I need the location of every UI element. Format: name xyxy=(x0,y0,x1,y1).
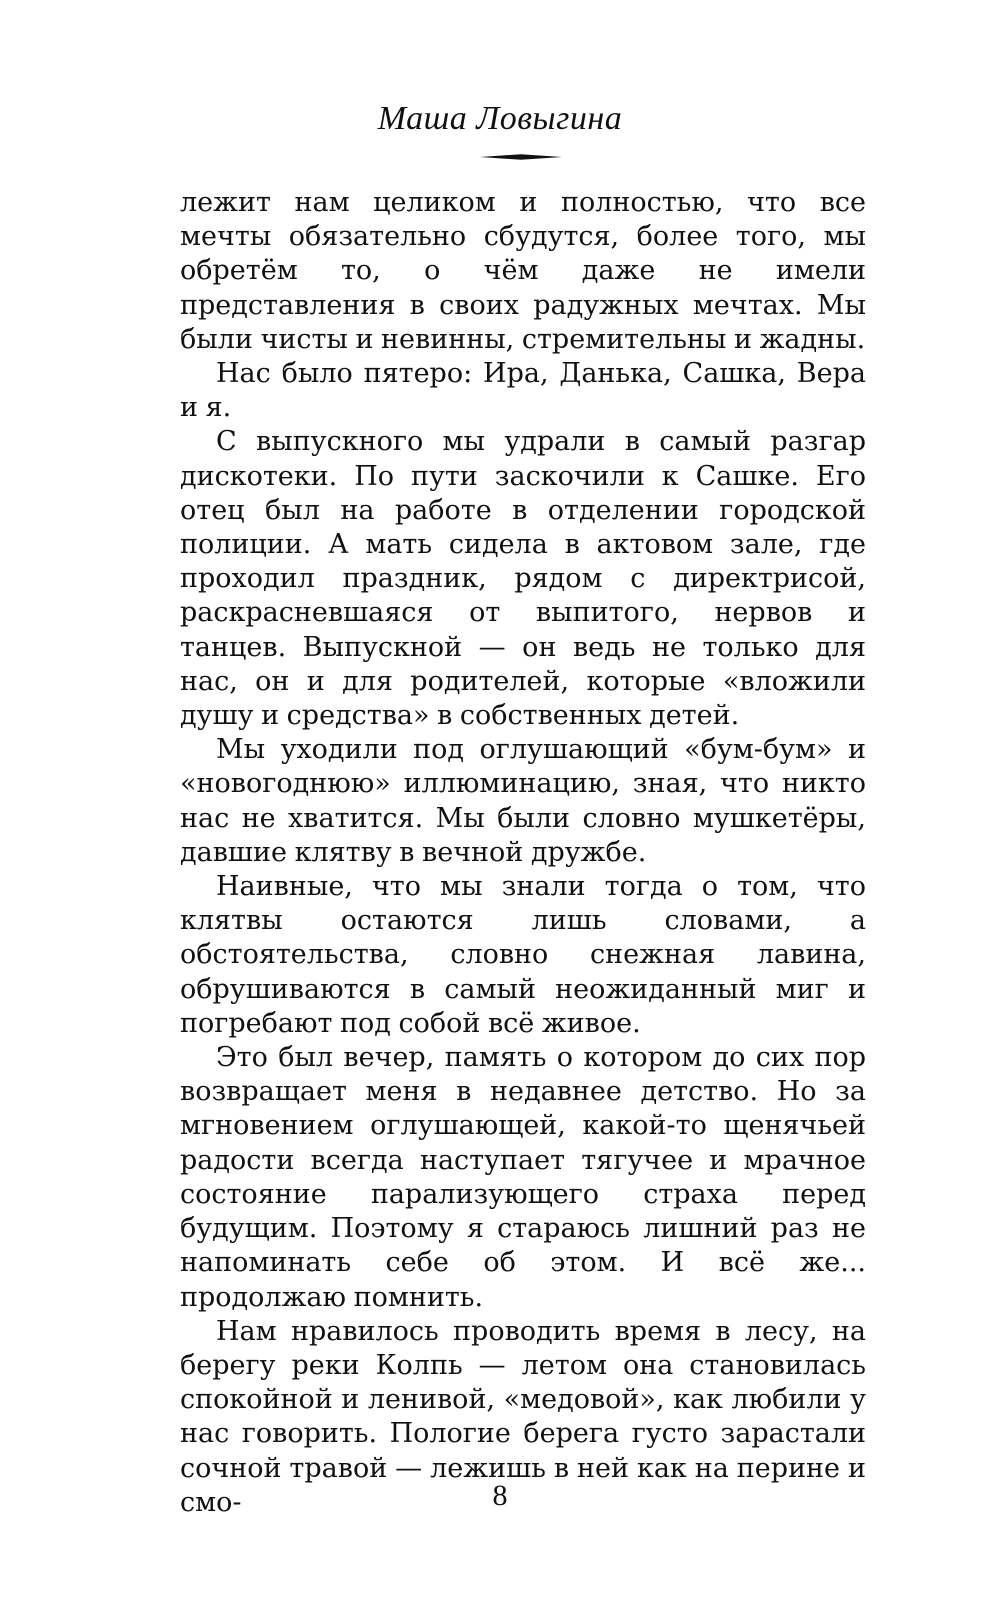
paragraph-1: лежит нам целиком и полностью, что все мечты обязательно сбудутся, более того, мы обретём то, о чём даже не имели представления в своих радужных мечтах. Мы были чисты и невинны, стремительны и жадны. xyxy=(180,187,866,355)
paragraph-2: Нас было пятеро: Ира, Данька, Сашка, Вера и я. xyxy=(180,358,866,424)
paragraph-3: С выпускного мы удрали в самый разгар дискотеки. По пути заскочили к Сашке. Его отец был на работе в отделении городской полиции. А мать сидела в актовом зале, где проходил праздник, рядом с директрисой, раскрасневшаяся от выпитого, нервов и танцев. Выпускной — он ведь не только для нас, он и для родителей, которые «вложили душу и средства» в собственных детей. xyxy=(180,426,866,732)
header-ornament-rule xyxy=(480,152,562,162)
paragraph-7: Нам нравилось проводить время в лесу, на берегу реки Колпь — летом она становилась спокойной и ленивой, «медовой», как любили у нас говорить. Пологие берега густо зарастали сочной травой — лежишь в ней как на перине и смо- xyxy=(180,1315,866,1518)
running-title: Маша Ловыгина xyxy=(377,100,623,137)
paragraph-6: Это был вечер, память о котором до сих пор возвращает меня в недавнее детство. Но за мгновением оглушающей, какой-то щенячьей радости всегда наступает тягучее и мрачное состояние парализующего страха перед будущим. Поэтому я стараюсь лишний раз не напоминать себе об этом. И всё же... продолжаю помнить. xyxy=(180,1042,866,1313)
paragraph-5: Наивные, что мы знали тогда о том, что клятвы остаются лишь словами, а обстоятельства, словно снежная лавина, обрушиваются в самый неожиданный миг и погребают под собой всё живое. xyxy=(180,871,866,1039)
paragraph-4: Мы уходили под оглушающий «бум-бум» и «новогоднюю» иллюминацию, зная, что никто нас не хватится. Мы были словно мушкетёры, давшие клятву в вечной дружбе. xyxy=(180,734,866,868)
body-text xyxy=(180,186,866,1520)
page-number: 8 xyxy=(492,1479,508,1512)
